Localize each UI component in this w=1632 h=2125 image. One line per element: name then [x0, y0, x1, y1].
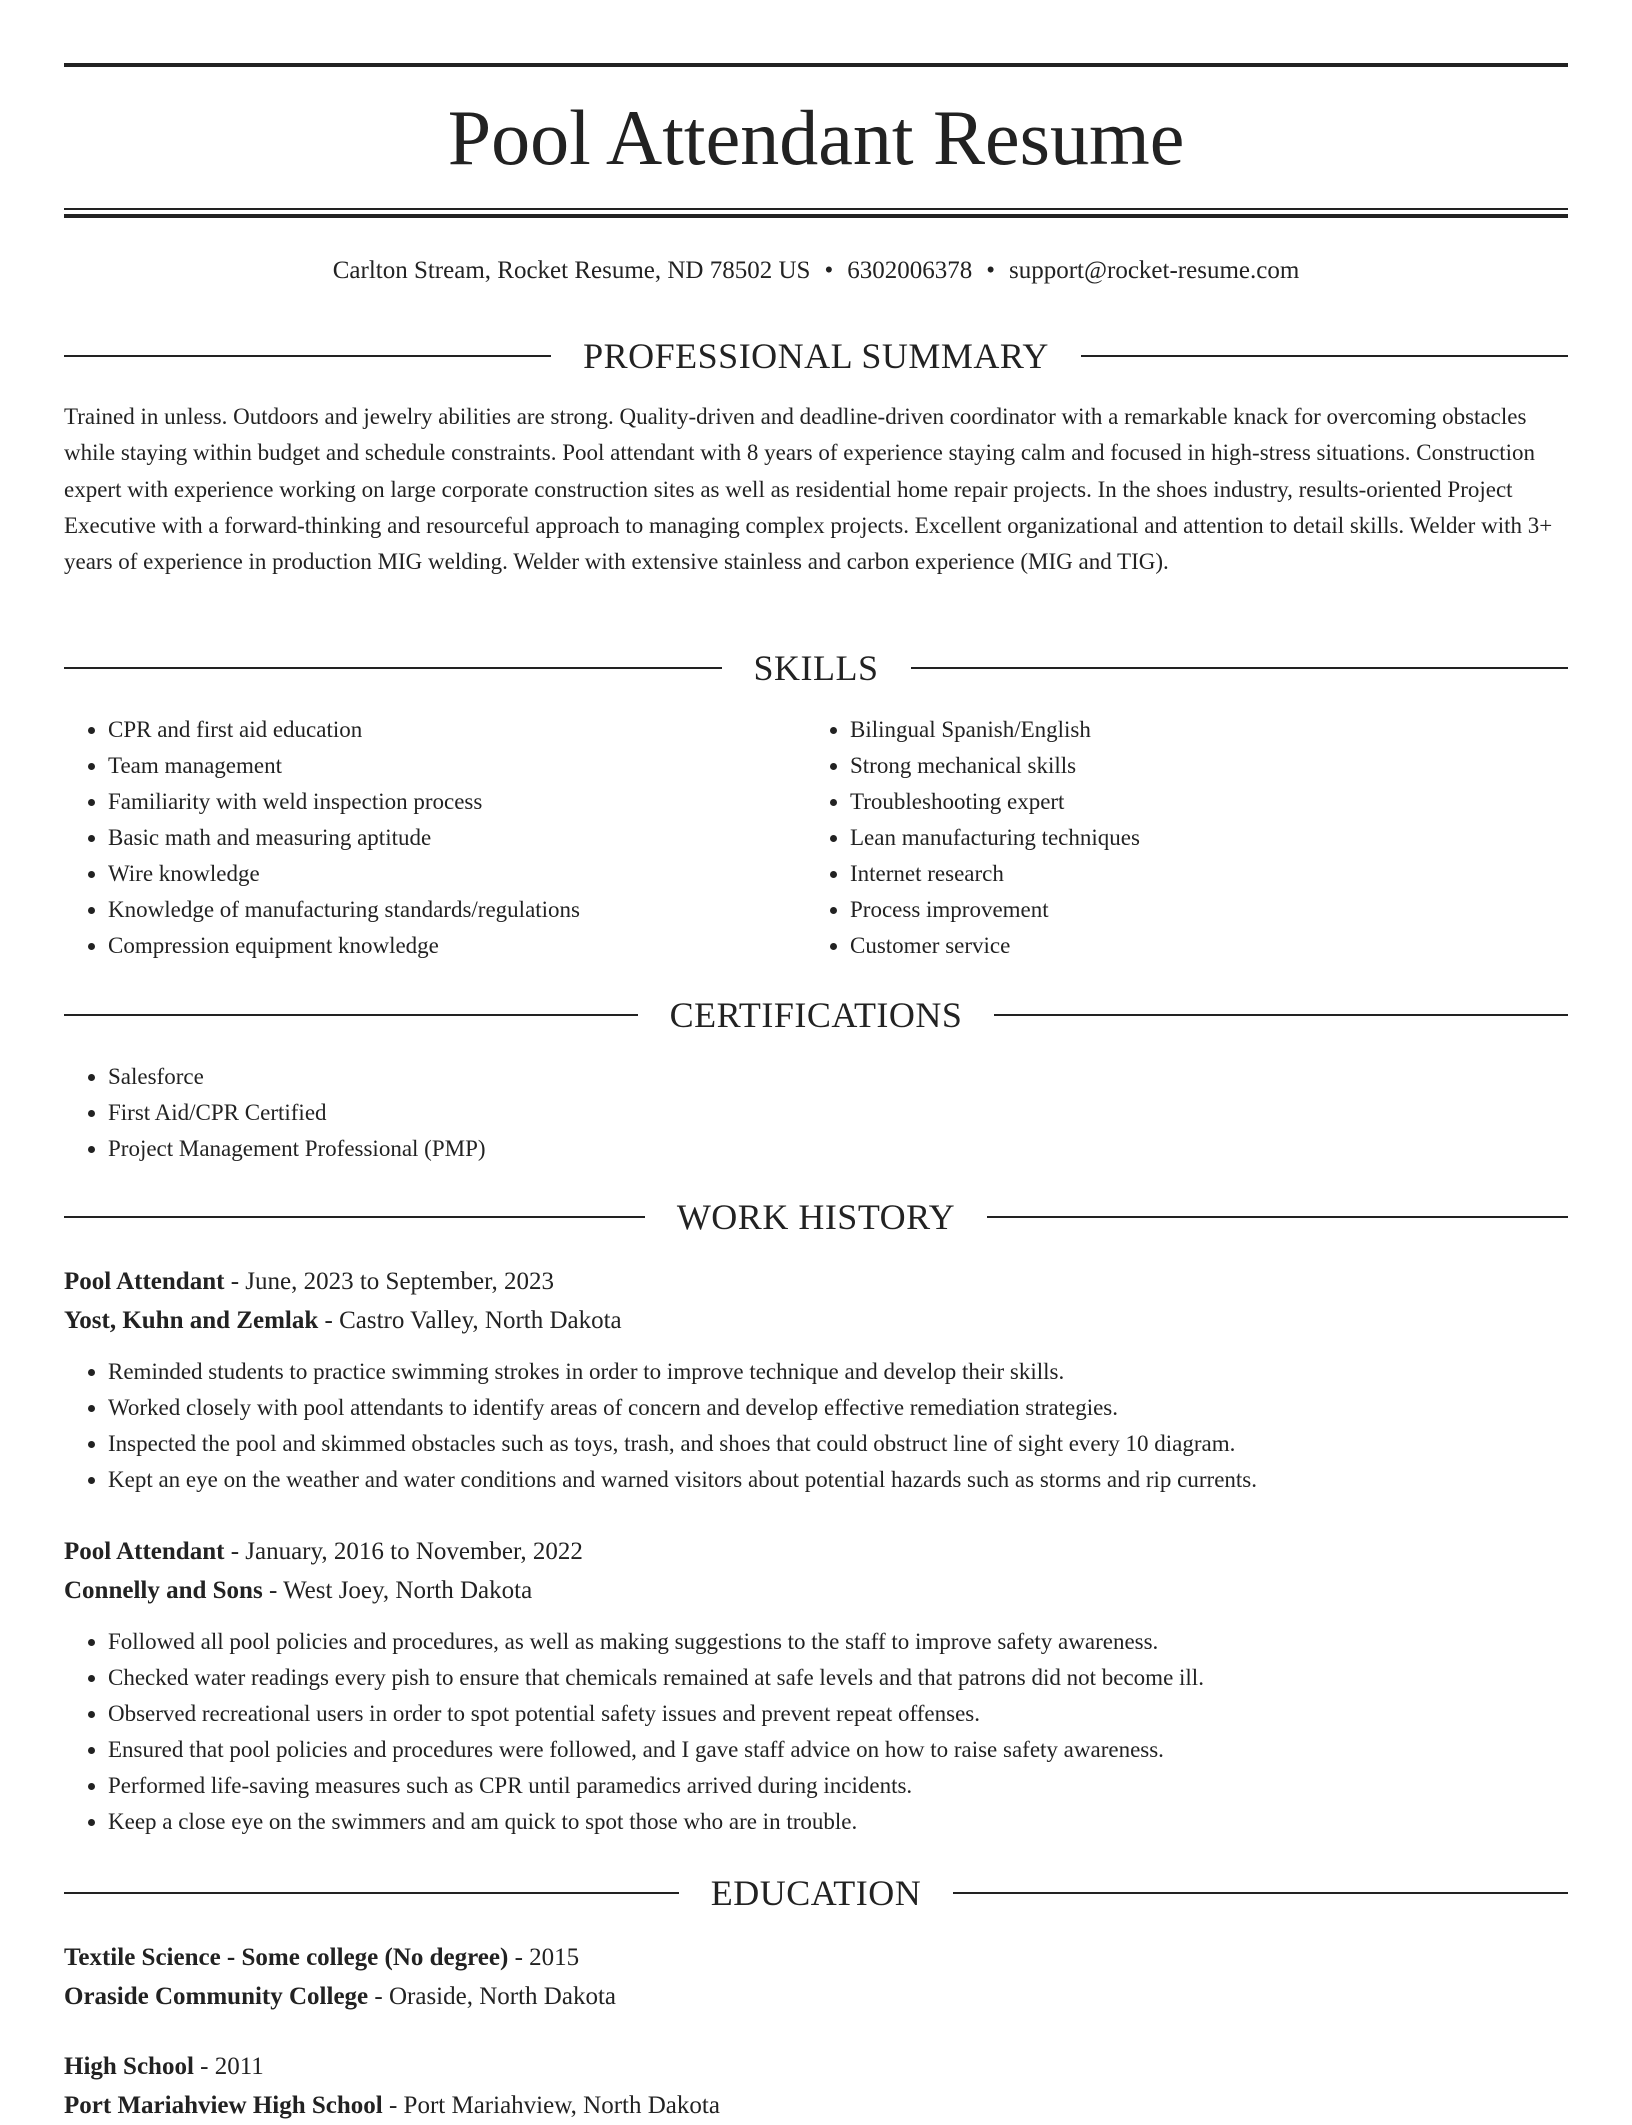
job-bullet: • Reminded students to practice swimming strokes in order to improve technique and develop their skills.: [108, 1354, 1568, 1390]
job-location: - Castro Valley, North Dakota: [318, 1307, 622, 1334]
skill-item: • Lean manufacturing techniques: [850, 820, 1548, 856]
skill-item: • Compression equipment knowledge: [108, 928, 806, 964]
education-year: - 2011: [193, 2053, 264, 2080]
job-company-line: [64, 1571, 1568, 1610]
education-school: Port Mariahview High School: [64, 2092, 383, 2119]
job-title: Pool Attendant: [64, 1538, 225, 1565]
certification-item: • Project Management Professional (PMP): [108, 1131, 1568, 1167]
heading-rule: [987, 1216, 1568, 1218]
contact-line: [64, 256, 1568, 286]
education-degree-line: [64, 1938, 1568, 1977]
education-school: Oraside Community College: [64, 1983, 369, 2010]
section-heading-summary: [64, 336, 1568, 376]
heading-rule: [64, 355, 551, 357]
certification-item: • First Aid/CPR Certified: [108, 1095, 1568, 1131]
job-bullets: [64, 1624, 1568, 1840]
education-degree: High School: [64, 2053, 194, 2080]
skill-item: • Team management: [108, 748, 806, 784]
job-bullets: [64, 1354, 1568, 1498]
job-dates: - January, 2016 to November, 2022: [224, 1538, 583, 1565]
education-location: - Port Mariahview, North Dakota: [382, 2092, 720, 2119]
skill-item: • Internet research: [850, 856, 1548, 892]
job-bullet: • Keep a close eye on the swimmers and am quick to spot those who are in trouble.: [108, 1804, 1568, 1840]
contact-separator: •: [986, 257, 995, 284]
education-year: - 2015: [508, 1944, 580, 1971]
skill-item: • Knowledge of manufacturing standards/regulations: [108, 892, 806, 928]
skills-list-left: [64, 712, 806, 964]
job-bullet: • Checked water readings every pish to ensure that chemicals remained at safe levels and that patrons did not become ill.: [108, 1660, 1568, 1696]
job-bullet: • Inspected the pool and skimmed obstacles such as toys, trash, and shoes that could obstruct line of sight every 10 diagram.: [108, 1426, 1568, 1462]
job-bullet: • Kept an eye on the weather and water conditions and warned visitors about potential hazards such as storms and rip currents.: [108, 1462, 1568, 1498]
job-bullet: • Ensured that pool policies and procedures were followed, and I gave staff advice on how to raise safety awareness.: [108, 1732, 1568, 1768]
heading-rule: [64, 1216, 645, 1218]
job-entry: [64, 1532, 1568, 1840]
heading-rule: [64, 1892, 679, 1894]
summary-section: [64, 399, 1568, 580]
job-bullet: • Observed recreational users in order to spot potential safety issues and prevent repeat offenses.: [108, 1696, 1568, 1732]
section-heading-skills: [64, 648, 1568, 688]
heading-rule: [953, 1892, 1568, 1894]
education-location: - Oraside, North Dakota: [368, 1983, 616, 2010]
contact-email: support@rocket-resume.com: [1008, 257, 1300, 284]
section-heading-work: [64, 1197, 1568, 1237]
top-rule: [64, 63, 1568, 67]
education-entry: [64, 1938, 1568, 2016]
section-heading-education: [64, 1873, 1568, 1913]
job-title-line: [64, 1532, 1568, 1571]
certifications-section: [64, 1059, 1568, 1167]
work-heading: WORK HISTORY: [676, 1197, 956, 1237]
heading-rule: [911, 667, 1569, 669]
summary-text: Trained in unless. Outdoors and jewelry abilities are strong. Quality-driven and deadline-driven coordinator with a remarkable knack for overcoming obstacles while staying within budget and schedule constraints. Pool attendant with 8 years of experience staying calm and focused in high-stress situations. Construction expert with experience working on large corporate construction sites as well as residential home repair projects. In the shoes industry, results-oriented Project Executive with a forward-thinking and resourceful approach to managing complex projects. Excellent organizational and attention to detail skills. Welder with 3+ years of experience in production MIG welding. Welder with extensive stainless and carbon experience (MIG and TIG).: [64, 404, 1553, 575]
education-heading: EDUCATION: [710, 1873, 922, 1913]
skill-item: • CPR and first aid education: [108, 712, 806, 748]
heading-rule: [994, 1014, 1568, 1016]
heading-rule: [64, 1014, 638, 1016]
job-entry: [64, 1262, 1568, 1498]
job-bullet: • Worked closely with pool attendants to identify areas of concern and develop effective remediation strategies.: [108, 1390, 1568, 1426]
skill-item: • Troubleshooting expert: [850, 784, 1548, 820]
resume-title: Pool Attendant Resume: [447, 94, 1185, 181]
skill-item: • Familiarity with weld inspection process: [108, 784, 806, 820]
job-dates: - June, 2023 to September, 2023: [224, 1268, 554, 1295]
job-bullet: • Performed life-saving measures such as CPR until paramedics arrived during incidents.: [108, 1768, 1568, 1804]
education-school-line: [64, 2086, 1568, 2125]
certifications-heading: CERTIFICATIONS: [669, 995, 963, 1035]
job-bullet: • Followed all pool policies and procedures, as well as making suggestions to the staff to improve safety awareness.: [108, 1624, 1568, 1660]
job-location: - West Joey, North Dakota: [262, 1577, 533, 1604]
skill-item: • Strong mechanical skills: [850, 748, 1548, 784]
skill-item: • Wire knowledge: [108, 856, 806, 892]
education-degree: Textile Science - Some college (No degree): [64, 1944, 509, 1971]
contact-address: Carlton Stream, Rocket Resume, ND 78502 US: [332, 257, 811, 284]
skills-list-right: [806, 712, 1548, 964]
skills-heading: SKILLS: [753, 648, 879, 688]
contact-separator: •: [824, 257, 834, 284]
contact-phone: 6302006378: [847, 257, 973, 284]
job-title-line: [64, 1262, 1568, 1301]
education-school-line: [64, 1977, 1568, 2016]
skill-item: • Process improvement: [850, 892, 1548, 928]
skill-item: • Basic math and measuring aptitude: [108, 820, 806, 856]
title-rule-thin: [64, 208, 1568, 210]
job-company-line: [64, 1301, 1568, 1340]
job-title: Pool Attendant: [64, 1268, 225, 1295]
certifications-list: [64, 1059, 1568, 1167]
summary-heading: PROFESSIONAL SUMMARY: [583, 336, 1049, 376]
education-degree-line: [64, 2047, 1568, 2086]
skill-item: • Customer service: [850, 928, 1548, 964]
skills-section: [64, 712, 1568, 964]
job-company: Yost, Kuhn and Zemlak: [64, 1307, 319, 1334]
certification-item: • Salesforce: [108, 1059, 1568, 1095]
heading-rule: [64, 667, 722, 669]
job-company: Connelly and Sons: [64, 1577, 263, 1604]
section-heading-certifications: [64, 995, 1568, 1035]
education-entry: [64, 2047, 1568, 2125]
title-rule-thick: [64, 214, 1568, 218]
skill-item: • Bilingual Spanish/English: [850, 712, 1548, 748]
heading-rule: [1081, 355, 1568, 357]
